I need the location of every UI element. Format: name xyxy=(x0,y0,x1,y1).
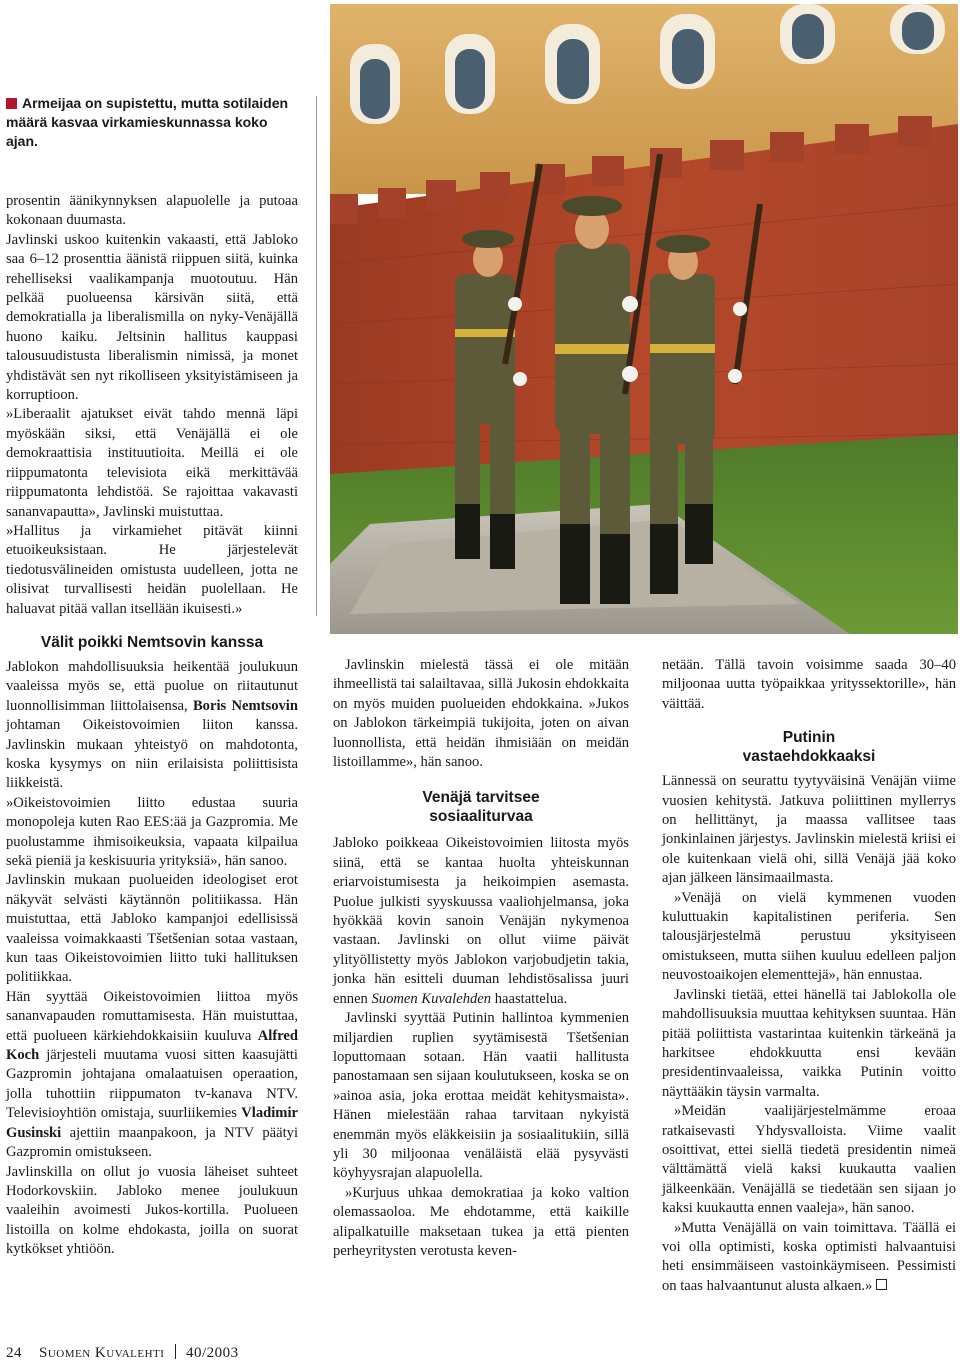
paragraph xyxy=(333,834,629,1009)
paragraph: »Liberaalit ajatukset eivät tahdo mennä läpi myöskään siksi, että Venäjällä ei ole demokraattisia instituutioita. Meillä ei ole riippumatonta televisiota eikä merkittävää riippumatonta lehdistöä. Se rajoittaa vakavasti sananvapautta», Javlinski muistuttaa. xyxy=(6,406,298,520)
text-run: »Mutta Venäjällä on vain toimittava. Täällä ei voi olla optimisti, koska optimisti halvaantuisi heti ensimmäiseen vastoinkäymiseen. Pessimisti on taas halvaantunut alusta alkaen.» xyxy=(662,1219,956,1294)
subheading: Venäjä tarvitsee sosiaaliturvaa xyxy=(422,789,540,826)
column-3 xyxy=(662,656,956,1296)
paragraph: Javlinski syyttää Putinin hallintoa kymmenien miljardien ruplien syytämisestä Tšetšenian loputtomaan sotaan. Hän vaatii hallitusta panostamaan sen sijaan koulutukseen, koska se on »ainoa asia, joka erottaa meidät kehitysmaista». Hänen mielestään rahaa tarvitaan nykyistä enemmän myös eläkkeisiin ja sosiaalitukiin, sillä yli 30 miljoonaa venäläistä elää pysyvästi köyhyysrajan alapuolella. xyxy=(333,1010,629,1182)
paragraph: Javlinskin mielestä tässä ei ole mitään ihmeellistä tai salailtavaa, sillä Jukosin ehdokkaita on myös muiden puolueiden ehdokkaina. »Jukos on Jablokon tärkeimpiä tukijoita, joten on aivan luonnollista, että heidän ihmisiään on meidän listoillamme», hän sanoo. xyxy=(333,657,629,771)
article-photo xyxy=(330,4,958,634)
paragraph xyxy=(6,658,298,794)
paragraph: Javlinskilla on ollut jo vuosia läheiset suhteet Hodorkovskiin. Jabloko menee joulukuun vaaleihin avoimesti Jukos-kortilla. Puolueen listoilla on kolme ehdokasta, joilla on suorat kytkökset yhtiöön. xyxy=(6,1163,298,1258)
subheading: Välit poikki Nemtsovin kanssa xyxy=(40,633,264,651)
paragraph: Lännessä on seurattu tyytyväisinä Venäjän viime vuosien kehitystä. Jatkuva poliittinen myllerrys on hellittänyt, ja maassa vallitsee taas jonkinlainen järjestys. Javlinskin mielestä kriisi ei ole kuitenkaan vielä ohi, sillä Venäjä jää koko ajan jälkeen länsimaailmasta. xyxy=(662,773,956,887)
paragraph: »Oikeistovoimien liitto edustaa suuria monopoleja kuten Rao EES:ää ja Gazpromia. Me puolustamme ihmisoikeuksia, vapaata kilpailua sekä pieniä ja keskisuuria yrityksiä», hän sanoo. xyxy=(6,794,298,869)
text-run: ajettiin maanpakoon, ja NTV päätyi Gazpromin omistukseen. xyxy=(6,1124,298,1161)
paragraph: »Kurjuus uhkaa demokratiaa ja koko valtion olemassaoloa. Me ehdotamme, että kaikille alipalkatuille maksetaan tukea ja että pienten perheyritysten verotusta keven- xyxy=(333,1184,629,1259)
issue-number: 40/2003 xyxy=(185,1345,239,1361)
paragraph: »Venäjä on vielä kymmenen vuoden kuluttuakin kapitalistinen periferia. Sen talousjärjestelmä perustuu yksityiseen omistukseen, mutta siihen kuuluu edelleen paljon neuvostoaikojen elementtejä», hän ennustaa. xyxy=(662,889,956,984)
photo-caption xyxy=(6,94,292,151)
paragraph xyxy=(6,988,298,1163)
paragraph: Javlinskin mukaan puolueiden ideologiset erot näkyvät selvästi käytännön politiikassa. Hän muistuttaa, että Jabloko kampanjoi edellisissä vaaleissa voimakkaasti Tšetšenian sotaa vastaan, kun taas Oikeistovoimien liitto tuki hallituksen politiikkaa. xyxy=(6,872,298,986)
paragraph: »Hallitus ja virkamiehet pitävät kiinni etuoikeuksistaan. He järjestelevät tiedotusvälineiden omistusta uudelleen, jotta ne olisivat turvallisesti heidän puolellaan. He haluavat pitää vallan itsellään ikuisesti.» xyxy=(6,522,298,617)
text-run: johtaman Oikeistovoimien liiton kanssa. Javlinskin mukaan yhteistyö on mahdotonta, koska kysymys on niin erilaisista poliittisista liikkeistä. xyxy=(6,717,298,792)
paragraph: Javlinski tietää, ettei hänellä tai Jablokolla ole mahdollisuuksia muuttaa kehityksen suuntaa. Hän pitää poliittista vastarintaa kuitenkin tärkeänä ja harkitsee ehdokkuutta ensi kevään presidentinvaaleissa, vaikka Putinin voitto näyttääkin täysin varmalta. xyxy=(662,986,956,1100)
text-run: Hän syyttää Oikeistovoimien liittoa myös sananvapauden romuttamisesta. Hän muistuttaa, että puolueen kärkiehdokkaisiin kuuluva xyxy=(6,988,298,1044)
person-name: Vladimir Gusinski xyxy=(6,1105,298,1141)
text-run: Jablokon mahdollisuuksia heikentää joulukuun vaaleissa myös se, että puolue on riitautunut luonnollisimman liittolaisensa, xyxy=(6,658,298,714)
page-footer xyxy=(6,1344,239,1362)
paragraph xyxy=(662,1219,956,1297)
magazine-name: Suomen Kuvalehti xyxy=(39,1345,165,1361)
paragraph: »Meidän vaalijärjestelmämme eroaa ratkaisevasti Yhdysvalloista. Viime vaalit osoittivat, ettei siellä tiedetä presidentin nimeä välttämättä vielä kaksi kuukautta vaalien jälkeenkään. Venäjällä se tiedetään sen sijaan jo kaksi kuukautta ennen vaaleja», hän sanoo. xyxy=(662,1103,956,1217)
text-run: Jabloko poikkeaa Oikeistovoimien liitosta myös siinä, että se kantaa huolta yhteiskunnan eriarvoistumisesta ja heikoimpien asemasta. Puolue julkisti syyskuussa vaaliohjelmansa, joka hyökkää kovin sanoin Venäjän nykymenoa vastaan. Javlinski on ollut viime päivät ylityöllistetty myös Jablokon varjobudjetin takia, jonka hän esitteli duuman lehdistösalissa juuri ennen xyxy=(333,835,629,1007)
caption-marker-icon xyxy=(6,98,17,109)
footer-divider xyxy=(175,1344,176,1359)
magazine-name: Suomen Kuvalehden xyxy=(371,990,492,1007)
paragraph: prosentin äänikynnyksen alapuolelle ja putoaa kokonaan duumasta. xyxy=(6,193,298,229)
person-name: Boris Nemtsovin xyxy=(192,697,298,714)
page-number: 24 xyxy=(6,1345,22,1361)
text-run: järjesteli muutama vuosi sitten kaasujätti Gazpromin johtajana omalaatuisen operaation, jolla tuhottiin riippumaton tv-kanava NTV. Televisioyhtiön omistaja, suurliikemies xyxy=(6,1047,298,1122)
subheading: Putinin vastaehdokkaaksi xyxy=(742,729,876,766)
honor-guard-image xyxy=(330,4,958,634)
column-2 xyxy=(333,656,629,1261)
paragraph: netään. Tällä tavoin voisimme saada 30–40 miljoonaa uutta työpaikkaa yrityssektorille», hän väittää. xyxy=(662,657,956,712)
paragraph: Javlinski uskoo kuitenkin vakaasti, että Jabloko saa 6–12 prosenttia äänistä riippuen siitä, kuinka rehelliseksi vaalikampanja muotoutuu. Hän pelkää puolueensa kärsivän siitä, että demokratialla ja liberalismilla on nyky-Venäjällä huono kaiku. Jeltsinin hallitus kauppasi talousuudistusta liberalismin nimissä, ja monet yhdistävät sen nyt rikolliseen yksityistämiseen ja korruptioon. xyxy=(6,231,298,404)
end-mark-icon xyxy=(876,1279,887,1290)
person-name: Alfred Koch xyxy=(6,1027,298,1064)
text-run: haastattelua. xyxy=(491,990,568,1007)
caption-text: Armeijaa on supistettu, mutta sotilaiden määrä kasvaa virkamieskunnassa koko ajan. xyxy=(6,95,289,149)
column-1 xyxy=(6,192,298,1260)
column-divider xyxy=(316,96,317,616)
